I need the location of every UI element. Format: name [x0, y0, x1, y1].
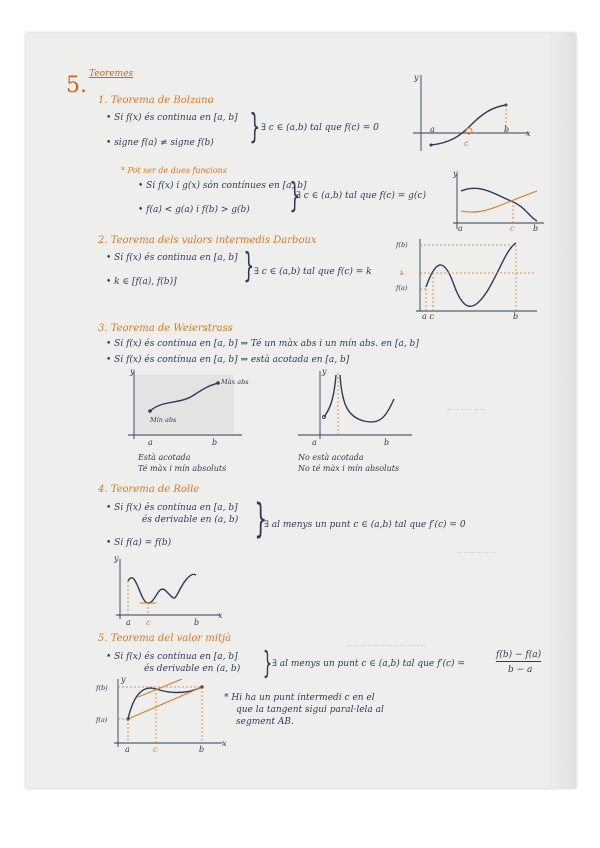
mean-value-graph — [104, 677, 224, 757]
brace: } — [249, 107, 261, 147]
brace: } — [254, 496, 268, 542]
weierstrass-graph2-a-label: a — [312, 438, 317, 447]
bolzano-graph-c-label: c — [464, 139, 469, 148]
bleed-through-text: ~~~~~~ — [446, 405, 487, 414]
darboux-graph-k-label: k — [400, 269, 404, 277]
chapter-number: 5. — [66, 73, 87, 98]
mean-value-fraction-denominator: b − a — [508, 665, 533, 675]
weierstrass-max-label: Màx abs — [221, 378, 249, 386]
brace: } — [243, 246, 255, 286]
mean-value-heading: 5. Teorema del valor mitjà — [98, 633, 232, 644]
mean-value-conclusion: ∃ al menys un punt c ∈ (a,b) tal que f′(c) = — [272, 659, 465, 669]
bolzano-conclusion-2: ∃ c ∈ (a,b) tal que f(c) = g(c) — [296, 191, 426, 201]
weierstrass-caption-2a: No està acotada — [298, 453, 364, 462]
mean-value-graph-y-label: y — [121, 675, 126, 684]
weierstrass-heading: 3. Teorema de Weierstrass — [98, 323, 233, 334]
bolzano-conclusion: ∃ c ∈ (a,b) tal que f(c) = 0 — [261, 123, 379, 133]
bolzano-graph2-y-label: y — [453, 169, 458, 178]
weierstrass-caption-2b: No té màx i mín absoluts — [298, 464, 400, 473]
rolle-condition-2: • Si f(a) = f(b) — [106, 538, 172, 548]
brace: } — [289, 176, 301, 216]
weierstrass-graph1-y-label: y — [130, 367, 135, 376]
rolle-graph-x-label: x — [218, 611, 223, 620]
bleed-through-text: ~~~~~~~~~~~~ — [346, 641, 427, 650]
rolle-graph-a-label: a — [126, 618, 131, 627]
darboux-condition-2: • k ∈ [f(a), f(b)] — [106, 277, 177, 287]
darboux-graph-ac-label: a c — [422, 312, 434, 321]
weierstrass-unbounded-graph — [294, 369, 414, 447]
bolzano-note: * Pot ser de dues funcions — [121, 166, 227, 175]
bolzano-graph-b-label: b — [504, 125, 510, 134]
darboux-graph-fa-label: f(a) — [396, 284, 408, 292]
mean-value-graph-fb-label: f(b) — [96, 684, 108, 692]
darboux-conclusion: ∃ c ∈ (a,b) tal que f(c) = k — [254, 267, 372, 277]
mean-value-graph-c-label: c — [153, 745, 158, 754]
bolzano-condition-2: • signe f(a) ≠ signe f(b) — [106, 138, 214, 148]
mean-value-graph-b-label: b — [199, 745, 205, 754]
bleed-through-text: ~~~~~~ — [456, 548, 497, 557]
bolzano-condition-1: • Si f(x) és continua en [a, b] — [106, 113, 238, 123]
mean-value-fraction-numerator: f(b) − f(a) — [496, 650, 542, 660]
darboux-graph — [404, 237, 539, 319]
mean-value-condition-1b: és derivable en (a, b) — [144, 664, 241, 674]
mean-value-graph-a-label: a — [125, 745, 130, 754]
rolle-heading: 4. Teorema de Rolle — [98, 484, 200, 495]
bolzano-graph — [411, 73, 531, 153]
mean-value-note-3: segment AB. — [236, 717, 294, 727]
rolle-graph-y-label: y — [114, 554, 119, 563]
rolle-graph-c-label: c — [146, 618, 151, 627]
rolle-condition-1: • Si f(x) és contínua en [a, b] — [106, 503, 238, 513]
bolzano-condition-3: • Si f(x) i g(x) són contínues en [a, b] — [138, 181, 307, 191]
darboux-graph-fb-label: f(b) — [396, 241, 408, 249]
weierstrass-graph1-b-label: b — [212, 438, 218, 447]
bolzano-graph2-c-label: c — [510, 224, 515, 233]
weierstrass-graph1-a-label: a — [148, 438, 153, 447]
rolle-condition-1b: és derivable en (a, b) — [142, 515, 239, 525]
rolle-conclusion: ∃ al menys un punt c ∈ (a,b) tal que f′(c) = 0 — [264, 520, 466, 530]
weierstrass-statement-2: • Si f(x) és contínua en [a, b] ⇒ està acotada en [a, b] — [106, 355, 350, 365]
mean-value-condition-1: • Si f(x) és contínua en [a, b] — [106, 652, 238, 662]
bolzano-graph-y-label: y — [414, 73, 419, 82]
mean-value-note-2: que la tangent sigui paral·lela al — [236, 705, 384, 715]
weierstrass-statement-1: • Si f(x) és contínua en [a, b] ⇒ Té un màx abs i un mín abs. en [a, b] — [106, 339, 419, 349]
darboux-graph-b-label: b — [513, 312, 519, 321]
brace: } — [262, 646, 273, 681]
weierstrass-graph2-b-label: b — [384, 438, 390, 447]
darboux-heading: 2. Teorema dels valors intermedis Darboux — [98, 235, 317, 246]
bolzano-graph2-b-label: b — [533, 224, 539, 233]
darboux-condition-1: • Si f(x) és continua en [a, b] — [106, 253, 238, 263]
page-fold-shadow — [546, 33, 576, 788]
bolzano-graph-x-label: x — [526, 129, 531, 138]
bolzano-graph-a-label: a — [430, 125, 435, 134]
bolzano-condition-4: • f(a) < g(a) i f(b) > g(b) — [138, 205, 250, 215]
bolzano-two-functions-graph — [451, 171, 546, 236]
weierstrass-caption-1b: Té màx i mín absoluts — [138, 464, 227, 473]
rolle-graph-b-label: b — [194, 618, 200, 627]
notebook-page — [26, 33, 576, 788]
mean-value-graph-fa-label: f(a) — [96, 716, 108, 724]
bolzano-heading: 1. Teorema de Bolzano — [98, 95, 214, 106]
chapter-title: Teoremes — [89, 69, 134, 79]
mean-value-graph-x-label: x — [222, 739, 227, 748]
weierstrass-caption-1a: Està acotada — [138, 453, 191, 462]
weierstrass-graph2-y-label: y — [322, 367, 327, 376]
bolzano-graph2-a-label: a — [458, 224, 463, 233]
rolle-graph — [112, 557, 222, 627]
mean-value-note-1: * Hi ha un punt intermedi c en el — [224, 693, 375, 703]
weierstrass-min-label: Mín abs — [150, 416, 177, 424]
